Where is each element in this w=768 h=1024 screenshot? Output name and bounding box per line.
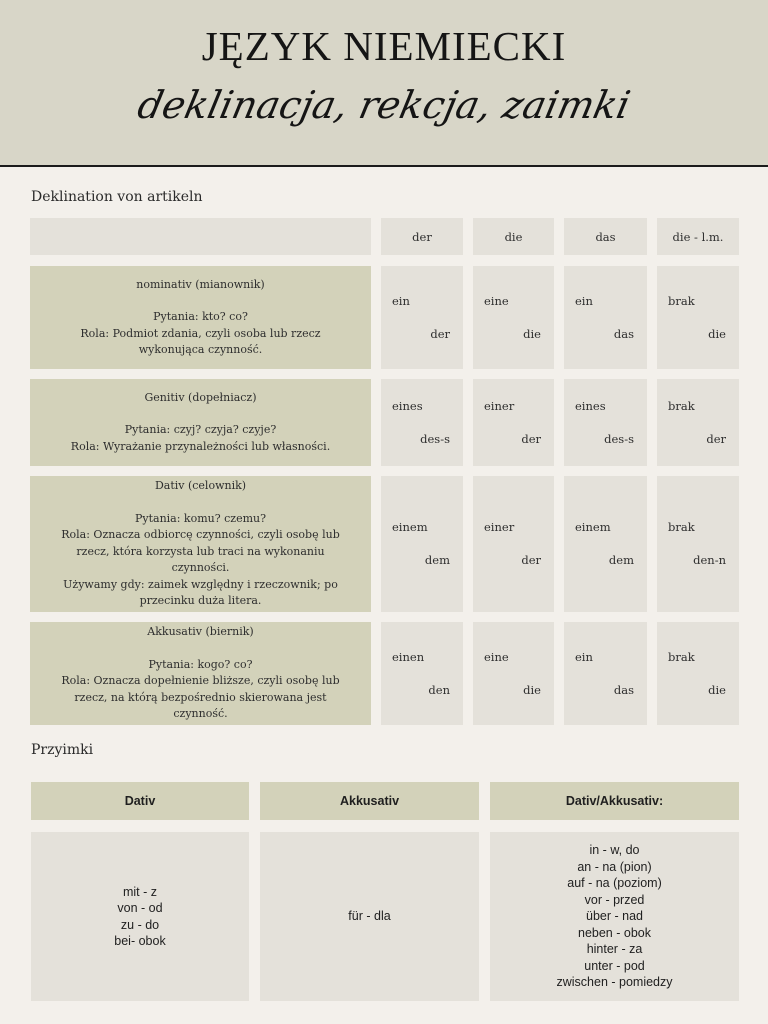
column-header-der: der [381, 218, 463, 255]
indefinite-article: ein [575, 650, 593, 664]
indefinite-article: eine [484, 650, 509, 664]
definite-article: die [708, 683, 726, 697]
definite-article: des-s [604, 432, 634, 446]
prep-list-akkusativ [260, 832, 479, 1001]
definite-article: der [430, 327, 450, 341]
article-cell-das [564, 379, 647, 466]
case-name: nominativ (mianownik) [136, 277, 265, 291]
case-cell [30, 266, 371, 369]
preposition-item: unter - pod [584, 958, 645, 973]
preposition-item: auf - na (poziom) [567, 876, 662, 891]
prep-list-dativ-akkusativ [490, 832, 739, 1001]
case-cell [30, 476, 371, 612]
article-cell-das [564, 476, 647, 612]
case-description: Pytania: kto? co? [153, 310, 248, 323]
prep-header-akkusativ: Akkusativ [260, 782, 479, 820]
case-description: Rola: Podmiot zdania, czyli osoba lub rzecz wykonująca czynność. [80, 326, 321, 356]
case-description: Rola: Oznacza dopełnienie bliższe, czyli osobę lub rzecz, na którą bezpośrednio skierowana jest czynność. [61, 674, 340, 721]
indefinite-article: brak [668, 399, 695, 413]
preposition-item: zwischen - pomiedzy [556, 975, 673, 990]
definite-article: der [706, 432, 726, 446]
article-cell-die [473, 622, 554, 725]
definite-article: die [708, 327, 726, 341]
case-description: Rola: Wyrażanie przynależności lub własności. [70, 439, 331, 453]
indefinite-article: einem [392, 520, 428, 534]
preposition-item: für - dla [348, 909, 391, 924]
preposition-item: von - od [117, 901, 163, 915]
indefinite-article: brak [668, 650, 695, 664]
prep-list-dativ [31, 832, 249, 1001]
article-cell-das [564, 622, 647, 725]
article-cell-der [381, 622, 463, 725]
declension-section-title: Deklination von artikeln [31, 189, 203, 205]
definite-article: den [428, 683, 450, 697]
page-header [0, 0, 768, 167]
indefinite-article: einer [484, 399, 515, 413]
case-name: Dativ (celownik) [154, 479, 247, 493]
column-header-plural: die - l.m. [657, 218, 739, 255]
preposition-item: in - w, do [589, 843, 640, 858]
page-title: JĘZYK NIEMIECKI [201, 23, 567, 69]
definite-article: den-n [693, 553, 726, 567]
case-description: Pytania: czyj? czyja? czyje? [124, 423, 277, 437]
preposition-item: über - nad [586, 909, 643, 924]
preposition-item: mit - z [122, 884, 158, 899]
preposition-item: hinter - za [586, 942, 643, 957]
case-description: Rola: Oznacza odbiorcę czynności, czyli osobę lub rzecz, która korzysta lub traci na wykonaniu czynności. [61, 528, 340, 575]
indefinite-article: ein [392, 294, 410, 308]
article-cell-plural [657, 622, 739, 725]
column-header-das: das [564, 218, 647, 255]
definite-article: das [613, 327, 634, 341]
article-cell-die [473, 379, 554, 466]
preposition-item: vor - przed [584, 892, 645, 907]
indefinite-article: brak [668, 520, 695, 534]
definite-article: die [523, 327, 541, 341]
preposition-item: neben - obok [578, 925, 651, 940]
case-cell [30, 622, 371, 725]
preposition-item: bei- obok [114, 934, 166, 948]
definite-article: der [521, 432, 541, 446]
column-header-die: die [473, 218, 554, 255]
preposition-item: an - na (pion) [577, 859, 652, 874]
prepositions-section-title: Przyimki [31, 742, 94, 758]
indefinite-article: einer [484, 520, 515, 534]
prep-header-dativ: Dativ [31, 782, 249, 820]
indefinite-article: eines [575, 399, 606, 413]
case-description: Pytania: komu? czemu? [134, 511, 267, 525]
definite-article: des-s [420, 432, 450, 446]
indefinite-article: einen [392, 650, 425, 664]
definite-article: der [521, 553, 541, 567]
definite-article: das [613, 683, 634, 697]
article-cell-die [473, 266, 554, 369]
case-cell [30, 379, 371, 466]
article-cell-plural [657, 266, 739, 369]
indefinite-article: brak [668, 294, 695, 308]
article-cell-das [564, 266, 647, 369]
indefinite-article: eines [392, 399, 423, 413]
case-name: Genitiv (dopełniacz) [144, 390, 257, 404]
page-subtitle: deklinacja, rekcja, zaimki [133, 83, 635, 127]
table-corner-cell [30, 218, 371, 255]
definite-article: die [523, 683, 541, 697]
preposition-item: zu - do [120, 917, 160, 932]
article-cell-der [381, 476, 463, 612]
article-cell-plural [657, 476, 739, 612]
definite-article: dem [424, 553, 450, 567]
case-name: Akkusativ (biernik) [147, 625, 254, 639]
article-cell-plural [657, 379, 739, 466]
prep-header-dativ-akkusativ: Dativ/Akkusativ: [490, 782, 739, 820]
case-description: Używamy gdy: zaimek względny i rzeczownik; po przecinku duża litera. [63, 577, 338, 608]
indefinite-article: ein [575, 294, 593, 308]
indefinite-article: eine [484, 294, 509, 308]
article-cell-der [381, 266, 463, 369]
case-description: Pytania: kogo? co? [148, 657, 253, 671]
indefinite-article: einem [575, 520, 611, 534]
article-cell-der [381, 379, 463, 466]
article-cell-die [473, 476, 554, 612]
definite-article: dem [608, 553, 634, 567]
